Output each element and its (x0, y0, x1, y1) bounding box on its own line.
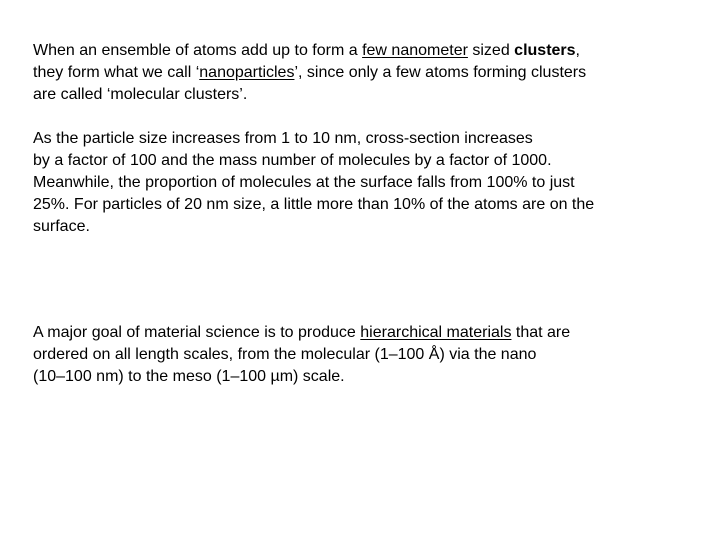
text-run: When an ensemble of atoms add up to form a (33, 42, 363, 59)
text-run: A major goal of material science is to produce (33, 324, 361, 341)
text-line: As the particle size increases from 1 to 10 nm, cross-section increases (33, 130, 533, 147)
text-line (33, 64, 586, 81)
text-line: surface. (33, 218, 90, 235)
text-run: that are (511, 324, 571, 341)
text-run: they form what we call ‘ (33, 64, 200, 81)
text-line: 25%. For particles of 20 nm size, a little more than 10% of the atoms are on the (33, 196, 595, 213)
underlined-term-few-nanometer: few nanometer (362, 42, 468, 59)
text-line (33, 42, 580, 59)
text-line: (10–100 nm) to the meso (1–100 µm) scale. (33, 368, 345, 385)
paragraph-hierarchical-materials (33, 322, 693, 388)
text-run: ’, since only a few atoms forming clusters (294, 64, 587, 81)
text-run: sized (467, 42, 515, 59)
text-line: Meanwhile, the proportion of molecules at the surface falls from 100% to just (33, 174, 575, 191)
text-line: by a factor of 100 and the mass number of molecules by a factor of 1000. (33, 152, 552, 169)
text-run: , (575, 42, 580, 59)
text-line: ordered on all length scales, from the molecular (1–100 Å) via the nano (33, 346, 537, 363)
bold-term-clusters: clusters (514, 42, 576, 59)
paragraph-clusters (33, 40, 693, 106)
paragraph-particle-size (33, 128, 693, 238)
underlined-term-nanoparticles: nanoparticles (199, 64, 295, 81)
text-line: are called ‘molecular clusters’. (33, 86, 248, 103)
text-line (33, 324, 570, 341)
underlined-term-hierarchical-materials: hierarchical materials (360, 324, 512, 341)
